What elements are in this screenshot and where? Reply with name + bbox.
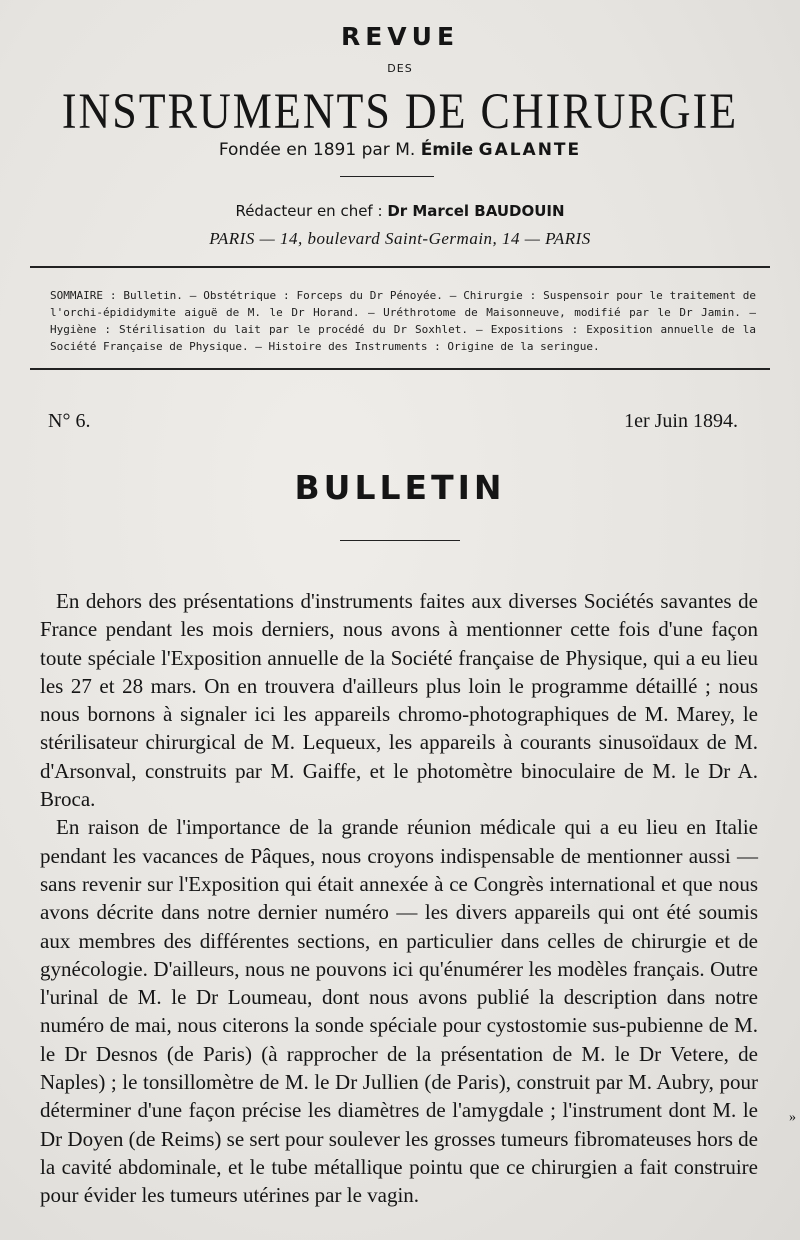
issue-date: 1er Juin 1894. xyxy=(624,410,738,432)
header-divider-bottom xyxy=(30,368,770,370)
masthead-revue: REVUE xyxy=(340,22,460,51)
founded-prefix: Fondée en 1891 par M. xyxy=(218,140,416,160)
editor-label: Rédacteur en chef : xyxy=(235,202,383,220)
margin-mark: » xyxy=(789,1110,796,1125)
founder-first-name: Émile xyxy=(420,140,474,160)
founded-line xyxy=(0,140,800,160)
sommaire-text: Bulletin. — Obstétrique : Forceps du Dr Pénoyée. — Chirurgie : Suspensoir pour le traitement de l'orchi-épididymite aiguë de M. le Dr Horand. — Uréthrotome de Maisonneuve, modifié par le Dr Jamin. — Hygiène : Stérilisation du lait par le procédé du Dr Soxhlet. — Expositions : Exposition annuelle de la Société Française de Physique. — Histoire des Instruments : Origine de la seringue. xyxy=(50,289,756,353)
editor-line xyxy=(0,202,800,220)
paragraph: En dehors des présentations d'instruments faites aux diverses Sociétés savantes de France pendant les mois derniers, nous avons à mentionner cette fois d'une façon toute spéciale l'Exposition annuelle de la Société française de Physique, qui a eu lieu les 27 et 28 mars. On en trouvera d'ailleurs plus loin le programme détaillé ; nous nous bornons à signaler ici les appareils chromo-photographiques de M. Marey, le stérilisateur chirurgical de M. Lequeux, les appareils à courants sinusoïdaux de M. d'Arsonval, construits par M. Gaiffe, et le photomètre binoculaire de M. le Dr A. Broca. xyxy=(40,589,758,812)
header-divider-top xyxy=(30,266,770,268)
section-rule xyxy=(340,540,460,541)
founder-last-name: GALANTE xyxy=(478,140,582,160)
masthead-des: DES xyxy=(387,62,413,75)
issue-number: N° 6. xyxy=(48,410,91,432)
section-title: BULLETIN xyxy=(294,468,506,507)
editor-name: Dr Marcel BAUDOUIN xyxy=(387,202,565,220)
address-line: PARIS — 14, boulevard Saint-Germain, 14 — PARIS xyxy=(209,229,591,248)
journal-title: INSTRUMENTS DE CHIRURGIE xyxy=(61,83,739,140)
article-body xyxy=(40,587,758,1210)
sommaire-label: SOMMAIRE : xyxy=(50,289,117,302)
paragraph: En raison de l'importance de la grande réunion médicale qui a eu lieu en Italie pendant les vacances de Pâques, nous croyons indispensable de mentionner aussi — sans revenir sur l'Exposition qui était annexée à ce Congrès international et que nous avons décrite dans notre dernier numéro — les divers appareils qui ont été soumis aux membres des différentes sections, en particulier dans celles de chirurgie et de gynécologie. D'ailleurs, nous ne pouvons ici qu'énumérer les modèles français. Outre l'urinal de M. le Dr Loumeau, dont nous avons publié la description dans notre numéro de mai, nous citerons la sonde spéciale pour cystostomie sus-pubienne de M. le Dr Desnos (de Paris) (à rapprocher de la présentation de M. le Dr Vetere, de Naples) ; le tonsillomètre de M. le Dr Jullien (de Paris), construit par M. Aubry, pour déterminer d'une façon précise les diamètres de l'amygdale ; l'instrument dont M. le Dr Doyen (de Reims) se sert pour soulever les grosses tumeurs fibromateuses hors de la cavité abdominale, et le tube métallique pointu que ce chirurgien a fait construire pour évider les tumeurs utérines par le vagin. xyxy=(40,815,758,1208)
table-of-contents xyxy=(50,287,756,355)
ornamental-rule xyxy=(340,176,434,177)
